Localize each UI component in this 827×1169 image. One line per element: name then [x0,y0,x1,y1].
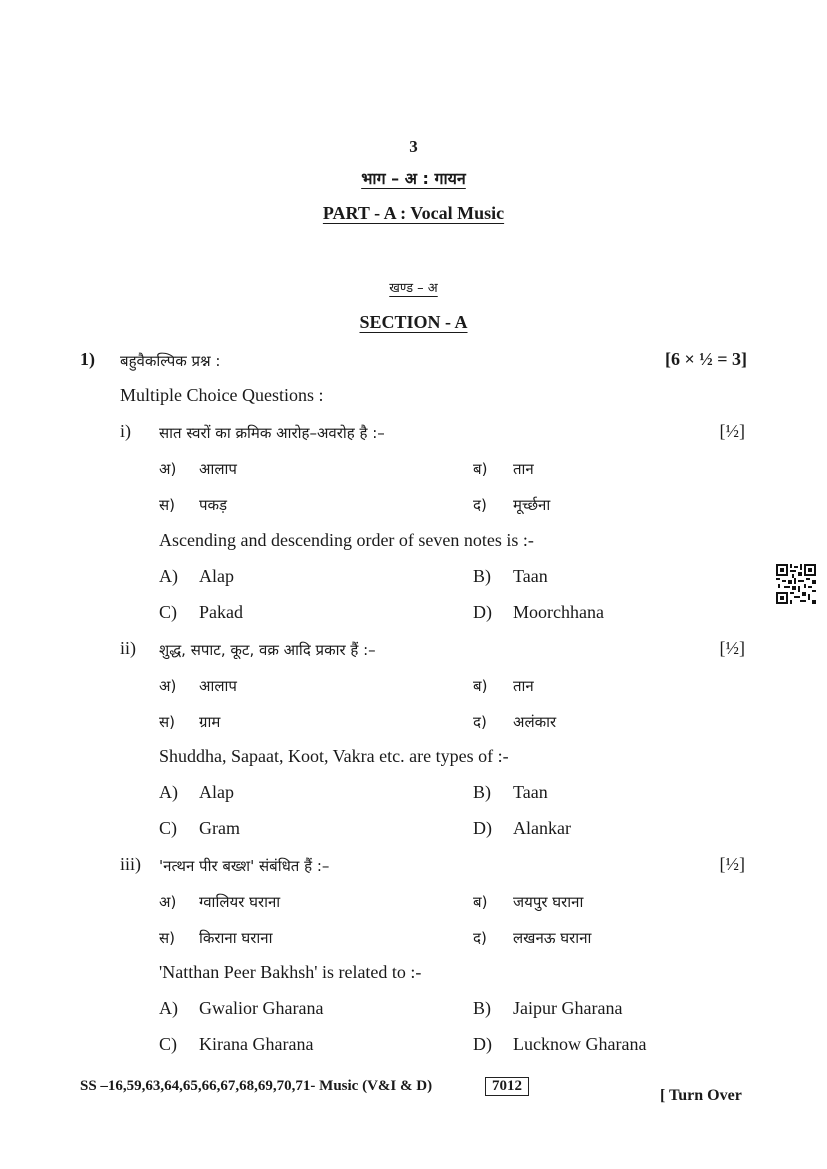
paper-number-box: 7012 [485,1077,529,1096]
option-text: किराना घराना [199,929,273,947]
option-text: मूर्च्छना [513,496,551,514]
subquestion-number: iii) [120,854,141,874]
question-title-english: Multiple Choice Questions : [120,385,324,405]
option-label: A) [159,998,178,1018]
option-label: स) [159,713,175,731]
option-text: Pakad [199,602,243,622]
qr-code-icon [776,564,816,604]
option-text: Alap [199,782,234,802]
subquestion-marks: [½] [719,421,745,441]
option-label: C) [159,602,177,622]
footer-code: SS –16,59,63,64,65,66,67,68,69,70,71- Music (V&I & D) [80,1078,433,1094]
option-label: D) [473,818,492,838]
option-label: ब) [473,893,488,911]
option-text: Gram [199,818,240,838]
option-text: Taan [513,782,548,802]
subquestion-marks: [½] [719,638,745,658]
subquestion-text-english: Shuddha, Sapaat, Koot, Vakra etc. are types of :- [159,746,509,766]
option-text: Moorchhana [513,602,604,622]
subquestion-number: ii) [120,638,136,658]
section-title-hindi: खण्ड – अ [389,281,438,296]
subquestion-text-english: Ascending and descending order of seven notes is :- [159,530,534,550]
option-label: अ) [159,677,177,695]
page-number: 3 [409,137,418,156]
option-text: आलाप [199,460,237,478]
option-text: आलाप [199,677,237,695]
option-text: ग्वालियर घराना [199,893,281,911]
option-text: Alankar [513,818,571,838]
option-label: द) [473,496,487,514]
option-text: Kirana Gharana [199,1034,314,1054]
option-label: D) [473,1034,492,1054]
option-label: A) [159,566,178,586]
option-text: ग्राम [199,713,221,731]
subquestion-number: i) [120,421,131,441]
option-label: द) [473,713,487,731]
question-title-hindi: बहुवैकल्पिक प्रश्न : [120,352,221,370]
subquestion-text-hindi: 'नत्थन पीर बख्श' संबंधित हैं :– [159,857,330,875]
option-label: B) [473,566,491,586]
option-label: द) [473,929,487,947]
subquestion-text-hindi: शुद्ध, सपाट, कूट, वक्र आदि प्रकार हैं :– [159,641,376,659]
option-text: जयपुर घराना [513,893,584,911]
option-label: B) [473,782,491,802]
option-text: तान [513,460,534,478]
option-label: अ) [159,460,177,478]
option-label: C) [159,1034,177,1054]
option-label: ब) [473,460,488,478]
option-text: Alap [199,566,234,586]
option-text: Lucknow Gharana [513,1034,647,1054]
option-text: Gwalior Gharana [199,998,324,1018]
option-label: स) [159,929,175,947]
option-label: ब) [473,677,488,695]
option-label: A) [159,782,178,802]
option-text: अलंकार [513,713,557,731]
section-title-english: SECTION - A [359,312,468,332]
part-title-english: PART - A : Vocal Music [322,203,505,223]
option-label: B) [473,998,491,1018]
part-title-hindi: भाग – अ : गायन [361,169,466,188]
option-text: पकड़ [199,496,228,514]
option-label: C) [159,818,177,838]
turn-over-label: [ Turn Over [660,1087,742,1104]
option-text: Taan [513,566,548,586]
subquestion-marks: [½] [719,854,745,874]
option-text: Jaipur Gharana [513,998,623,1018]
option-label: D) [473,602,492,622]
option-text: लखनऊ घराना [513,929,592,947]
option-label: स) [159,496,175,514]
option-label: अ) [159,893,177,911]
subquestion-text-hindi: सात स्वरों का क्रमिक आरोह–अवरोह है :– [159,424,385,442]
option-text: तान [513,677,534,695]
question-marks: [6 × ½ = 3] [664,349,747,369]
question-number: 1) [80,349,95,369]
subquestion-text-english: 'Natthan Peer Bakhsh' is related to :- [159,962,422,982]
